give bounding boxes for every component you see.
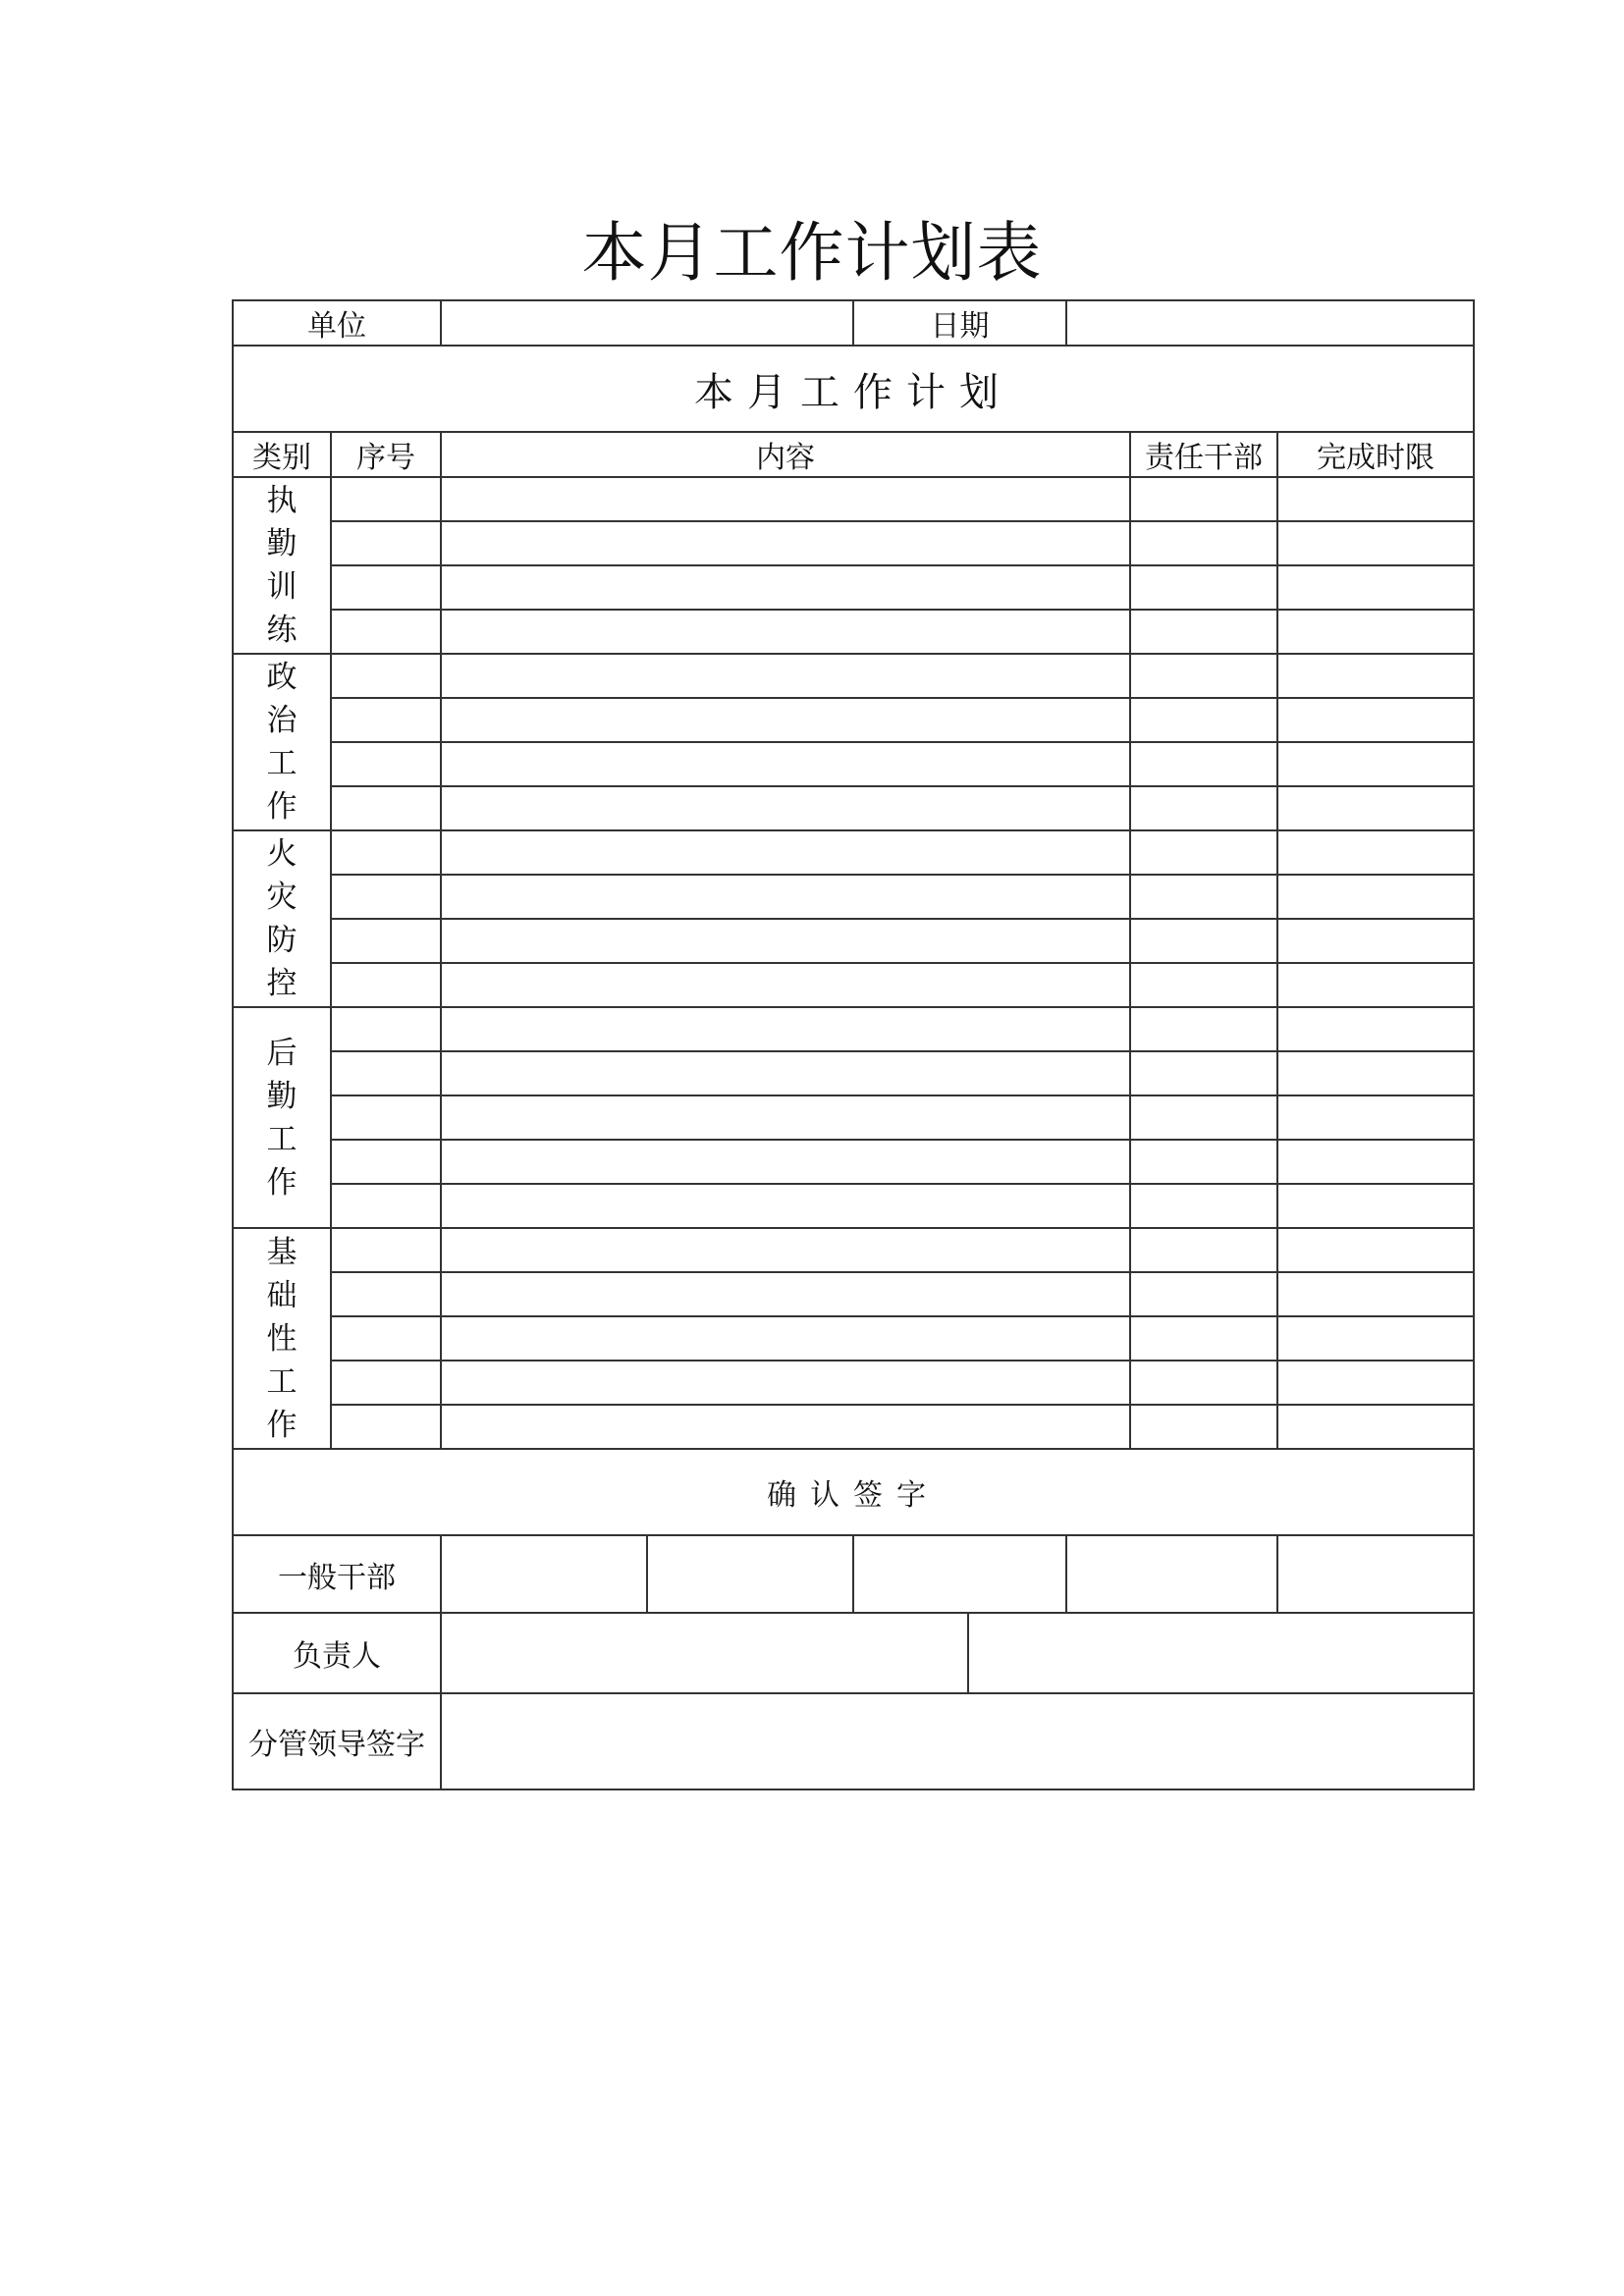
number-cell[interactable] bbox=[331, 1316, 441, 1361]
content-cell[interactable] bbox=[441, 565, 1130, 610]
plan-rows bbox=[233, 477, 1474, 1449]
deadline-cell[interactable] bbox=[1277, 1140, 1474, 1184]
category-char: 础 bbox=[266, 1277, 298, 1313]
responsible-cadre-cell[interactable] bbox=[1130, 1007, 1277, 1051]
table-row bbox=[233, 1051, 1474, 1095]
number-cell[interactable] bbox=[331, 1272, 441, 1316]
responsible-cadre-cell[interactable] bbox=[1130, 963, 1277, 1007]
table-row bbox=[233, 654, 1474, 698]
table-row bbox=[233, 477, 1474, 521]
responsible-cadre-cell[interactable] bbox=[1130, 1095, 1277, 1140]
category-char: 灾 bbox=[266, 880, 298, 915]
category-char: 后 bbox=[266, 1035, 298, 1071]
table-row bbox=[233, 1140, 1474, 1184]
table-row bbox=[233, 1405, 1474, 1449]
category-char: 政 bbox=[266, 660, 298, 695]
responsible-cadre-cell[interactable] bbox=[1130, 830, 1277, 875]
responsible-cadre-cell[interactable] bbox=[1130, 698, 1277, 742]
responsible-cadre-cell[interactable] bbox=[1130, 919, 1277, 963]
content-cell[interactable] bbox=[441, 1316, 1130, 1361]
category-char: 作 bbox=[266, 1407, 298, 1443]
number-cell[interactable] bbox=[331, 875, 441, 919]
category-char: 性 bbox=[266, 1320, 298, 1357]
content-cell[interactable] bbox=[441, 875, 1130, 919]
category-char: 控 bbox=[266, 966, 298, 1001]
date-field[interactable] bbox=[1066, 300, 1474, 346]
deadline-cell[interactable] bbox=[1277, 742, 1474, 786]
general-cadre-signature-5[interactable] bbox=[1277, 1535, 1474, 1613]
general-cadre-signature-2[interactable] bbox=[647, 1535, 853, 1613]
number-cell[interactable] bbox=[331, 1405, 441, 1449]
content-cell[interactable] bbox=[441, 1051, 1130, 1095]
table-row bbox=[233, 830, 1474, 875]
number-cell[interactable] bbox=[331, 610, 441, 654]
responsible-cadre-cell[interactable] bbox=[1130, 742, 1277, 786]
table-row bbox=[233, 521, 1474, 565]
category-label bbox=[233, 1007, 331, 1228]
deadline-cell[interactable] bbox=[1277, 875, 1474, 919]
table-row bbox=[233, 742, 1474, 786]
category-char: 执 bbox=[266, 483, 298, 518]
deadline-cell[interactable] bbox=[1277, 654, 1474, 698]
general-cadre-signature-4[interactable] bbox=[1066, 1535, 1277, 1613]
responsible-cadre-cell[interactable] bbox=[1130, 521, 1277, 565]
table-row bbox=[233, 786, 1474, 830]
content-cell[interactable] bbox=[441, 477, 1130, 521]
category-char: 勤 bbox=[266, 1078, 298, 1114]
responsible-cadre-cell[interactable] bbox=[1130, 786, 1277, 830]
category-char: 勤 bbox=[266, 526, 298, 561]
table-row bbox=[233, 565, 1474, 610]
col-category: 类别 bbox=[233, 432, 331, 477]
number-cell[interactable] bbox=[331, 521, 441, 565]
category-label bbox=[233, 654, 331, 830]
unit-field[interactable] bbox=[441, 300, 853, 346]
responsible-cadre-cell[interactable] bbox=[1130, 1405, 1277, 1449]
deadline-cell[interactable] bbox=[1277, 521, 1474, 565]
unit-label: 单位 bbox=[233, 300, 441, 346]
category-char: 治 bbox=[266, 703, 298, 738]
deadline-cell[interactable] bbox=[1277, 1405, 1474, 1449]
deadline-cell[interactable] bbox=[1277, 1051, 1474, 1095]
deadline-cell[interactable] bbox=[1277, 919, 1474, 963]
responsible-cadre-cell[interactable] bbox=[1130, 875, 1277, 919]
leader-signature-label: 分管领导签字 bbox=[233, 1693, 441, 1789]
category-char: 工 bbox=[266, 1121, 298, 1157]
column-header-row bbox=[233, 432, 1474, 477]
page-title: 本月工作计划表 bbox=[581, 215, 1043, 291]
deadline-cell[interactable] bbox=[1277, 477, 1474, 521]
number-cell[interactable] bbox=[331, 1007, 441, 1051]
work-plan-table bbox=[232, 299, 1475, 1790]
number-cell[interactable] bbox=[331, 963, 441, 1007]
responsible-cadre-cell[interactable] bbox=[1130, 610, 1277, 654]
responsible-cadre-cell[interactable] bbox=[1130, 1316, 1277, 1361]
col-content: 内容 bbox=[441, 432, 1130, 477]
responsible-person-label: 负责人 bbox=[233, 1613, 441, 1693]
deadline-cell[interactable] bbox=[1277, 963, 1474, 1007]
content-cell[interactable] bbox=[441, 1007, 1130, 1051]
general-cadre-signature-3[interactable] bbox=[853, 1535, 1066, 1613]
table-row bbox=[233, 875, 1474, 919]
responsible-cadre-cell[interactable] bbox=[1130, 565, 1277, 610]
content-cell[interactable] bbox=[441, 742, 1130, 786]
number-cell[interactable] bbox=[331, 919, 441, 963]
deadline-cell[interactable] bbox=[1277, 1184, 1474, 1228]
deadline-cell[interactable] bbox=[1277, 830, 1474, 875]
number-cell[interactable] bbox=[331, 477, 441, 521]
number-cell[interactable] bbox=[331, 830, 441, 875]
content-cell[interactable] bbox=[441, 830, 1130, 875]
table-row bbox=[233, 1095, 1474, 1140]
date-label: 日期 bbox=[853, 300, 1066, 346]
number-cell[interactable] bbox=[331, 1140, 441, 1184]
content-cell[interactable] bbox=[441, 1405, 1130, 1449]
table-row bbox=[233, 698, 1474, 742]
content-cell[interactable] bbox=[441, 1361, 1130, 1405]
category-label bbox=[233, 830, 331, 1007]
content-cell[interactable] bbox=[441, 786, 1130, 830]
table-row bbox=[233, 1228, 1474, 1272]
content-cell[interactable] bbox=[441, 654, 1130, 698]
responsible-cadre-cell[interactable] bbox=[1130, 1228, 1277, 1272]
category-label bbox=[233, 1228, 331, 1449]
category-label bbox=[233, 477, 331, 654]
category-char: 作 bbox=[266, 1164, 298, 1201]
content-cell[interactable] bbox=[441, 963, 1130, 1007]
responsible-cadre-cell[interactable] bbox=[1130, 477, 1277, 521]
table-row bbox=[233, 1184, 1474, 1228]
leader-signature-field[interactable] bbox=[441, 1693, 1474, 1789]
deadline-cell[interactable] bbox=[1277, 610, 1474, 654]
responsible-cadre-cell[interactable] bbox=[1130, 1051, 1277, 1095]
responsible-cadre-cell[interactable] bbox=[1130, 1272, 1277, 1316]
general-cadre-label: 一般干部 bbox=[233, 1535, 441, 1613]
col-responsible-cadre: 责任干部 bbox=[1130, 432, 1277, 477]
content-cell[interactable] bbox=[441, 1095, 1130, 1140]
deadline-cell[interactable] bbox=[1277, 1316, 1474, 1361]
table-row bbox=[233, 963, 1474, 1007]
col-number: 序号 bbox=[331, 432, 441, 477]
responsible-cadre-cell[interactable] bbox=[1130, 1361, 1277, 1405]
deadline-cell[interactable] bbox=[1277, 1272, 1474, 1316]
number-cell[interactable] bbox=[331, 1051, 441, 1095]
deadline-cell[interactable] bbox=[1277, 1228, 1474, 1272]
number-cell[interactable] bbox=[331, 742, 441, 786]
number-cell[interactable] bbox=[331, 1095, 441, 1140]
deadline-cell[interactable] bbox=[1277, 565, 1474, 610]
deadline-cell[interactable] bbox=[1277, 786, 1474, 830]
content-cell[interactable] bbox=[441, 521, 1130, 565]
content-cell[interactable] bbox=[441, 1184, 1130, 1228]
category-char: 基 bbox=[266, 1234, 298, 1270]
number-cell[interactable] bbox=[331, 565, 441, 610]
table-row bbox=[233, 1272, 1474, 1316]
general-cadre-signature-1[interactable] bbox=[441, 1535, 647, 1613]
col-deadline: 完成时限 bbox=[1277, 432, 1474, 477]
table-row bbox=[233, 610, 1474, 654]
deadline-cell[interactable] bbox=[1277, 1095, 1474, 1140]
content-cell[interactable] bbox=[441, 919, 1130, 963]
category-char: 防 bbox=[266, 923, 298, 958]
content-cell[interactable] bbox=[441, 610, 1130, 654]
confirm-section-title: 确认签字 bbox=[233, 1449, 1474, 1535]
number-cell[interactable] bbox=[331, 786, 441, 830]
number-cell[interactable] bbox=[331, 1361, 441, 1405]
content-cell[interactable] bbox=[441, 1272, 1130, 1316]
responsible-cadre-cell[interactable] bbox=[1130, 1184, 1277, 1228]
table-row bbox=[233, 1316, 1474, 1361]
category-char: 工 bbox=[266, 1363, 298, 1400]
category-char: 火 bbox=[266, 836, 298, 872]
deadline-cell[interactable] bbox=[1277, 1361, 1474, 1405]
deadline-cell[interactable] bbox=[1277, 698, 1474, 742]
responsible-cadre-cell[interactable] bbox=[1130, 654, 1277, 698]
table-row bbox=[233, 1007, 1474, 1051]
category-char: 训 bbox=[266, 569, 298, 605]
table-row bbox=[233, 919, 1474, 963]
category-char: 工 bbox=[266, 746, 298, 781]
number-cell[interactable] bbox=[331, 698, 441, 742]
number-cell[interactable] bbox=[331, 654, 441, 698]
category-char: 练 bbox=[266, 613, 298, 648]
responsible-cadre-cell[interactable] bbox=[1130, 1140, 1277, 1184]
category-char: 作 bbox=[266, 789, 298, 825]
content-cell[interactable] bbox=[441, 1140, 1130, 1184]
plan-section-title: 本月工作计划 bbox=[233, 346, 1474, 432]
number-cell[interactable] bbox=[331, 1184, 441, 1228]
content-cell[interactable] bbox=[441, 698, 1130, 742]
number-cell[interactable] bbox=[331, 1228, 441, 1272]
responsible-signature-2[interactable] bbox=[968, 1613, 1474, 1693]
deadline-cell[interactable] bbox=[1277, 1007, 1474, 1051]
content-cell[interactable] bbox=[441, 1228, 1130, 1272]
responsible-signature-1[interactable] bbox=[441, 1613, 968, 1693]
table-row bbox=[233, 1361, 1474, 1405]
